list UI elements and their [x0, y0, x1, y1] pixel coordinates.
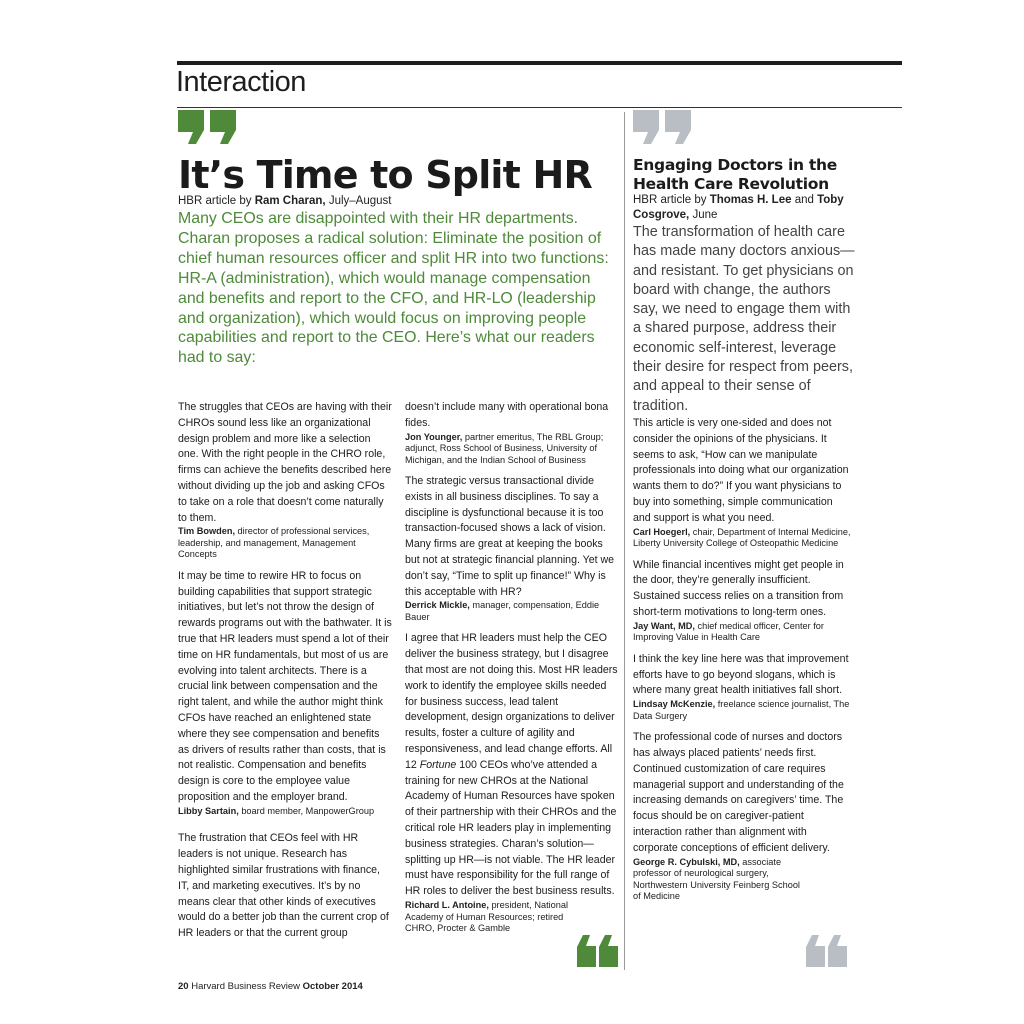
commenter-name: George R. Cybulski, MD, [633, 856, 740, 867]
comment-text: This article is very one-sided and does not consider the opinions of the physicians. It seems to ask, “How can we manipulate professionals into doing what our organization wants them to do?” If you want physicians to buy into something, simple communication and support is what you need. [633, 417, 849, 524]
reader-comment [178, 400, 392, 561]
comment-attribution [633, 621, 851, 644]
comment-attribution [178, 526, 392, 561]
commenter-role: freelance science journalist, The Data Surgery [633, 699, 850, 721]
comment-attribution [633, 857, 803, 903]
reader-comment [633, 416, 851, 550]
reader-comment [405, 631, 619, 934]
reader-comment [178, 831, 392, 942]
comment-text: The struggles that CEOs are having with their CHROs sound less like an organizational design problem and more like a selection one. With the right people in the CHRO role, firms can achieve the benefits described here without dividing up the job and asking CFOs to take on a role that doesn’t come naturally to them. [178, 401, 392, 524]
byline-conjunction: and [791, 194, 818, 206]
byline-prefix: HBR article by [178, 195, 255, 207]
commenter-name: Tim Bowden, [178, 526, 235, 537]
section-rule [177, 107, 902, 108]
byline-date: July–August [325, 195, 392, 207]
comment-attribution [405, 432, 619, 467]
comment-text-italic: Fortune [419, 758, 457, 771]
byline-author: Ram Charan, [254, 195, 326, 207]
reader-comment [633, 652, 851, 722]
close-quote-icon [577, 935, 619, 967]
byline-author: Toby Cosgrove, [633, 194, 844, 221]
comment-attribution [633, 527, 851, 550]
byline-date: June [689, 209, 718, 221]
comment-text: The professional code of nurses and doctors has always placed patients’ needs first. Continued customization of care requires managerial support and understanding of the increasing demands on caregivers’ time. The focus should be on caregiver-patient interaction rather than alignment with corporate conceptions of efficient delivery. [633, 731, 844, 854]
reader-comment [405, 474, 619, 623]
comments-column-3 [633, 416, 851, 903]
comment-text: doesn’t include many with operational bona fides. [405, 401, 609, 429]
comment-text: It may be time to rewire HR to focus on building capabilities that support strategic initiatives, but let’s not throw the design of rewards programs out with the bathwater. It is true that HR leaders must spend a lot of their time on HR fundamentals, but most of us are evolving into talent architects. There is a crucial link between compensation and the right talent, and while the author might think CFOs have reached an enlightened state where they see compensation and benefits as drivers of results rather than costs, that is not realistic. Compensation and benefits design is core to the employee value proposition and the employer brand. [178, 569, 392, 804]
commenter-role: president, National Academy of Human Resources; retired CHRO, Procter & Gamble [405, 900, 569, 934]
side-article-byline [633, 193, 853, 223]
comment-text: The strategic versus transactional divide exists in all business disciplines. To say a discipline is dysfunctional because it is too transaction-focused shows a lack of vision. Many firms are great at keeping the books but not at strategic financial planning. Yet we don’t say, “Time to split up finance!” Why is this acceptable with HR? [405, 475, 615, 598]
side-article-title: Engaging Doctors in the Health Care Revolution [633, 156, 837, 193]
commenter-role: partner emeritus, The RBL Group; adjunct, Ross School of Business, University of Michigan, and the Indian School of Business [405, 431, 604, 465]
comment-text: The frustration that CEOs feel with HR leaders is not unique. Research has highlighted similar frustrations with finance, IT, and marketing executives. It’s by no means clear that other kinds of executives would do a better job than the current crop of HR leaders or that the current group [178, 832, 389, 940]
commenter-role: director of professional services, leadership, and management, Management Concepts [178, 526, 370, 560]
reader-comment [633, 730, 851, 902]
section-title: Interaction [176, 66, 306, 98]
comments-column-1 [178, 400, 392, 942]
open-quote-icon [633, 110, 693, 144]
comment-text-part: 100 CEOs who’ve attended a training for new CHROs at the National Academy of Human Resources have spoken of their partnership with their CHROs and the critical role HR leaders play in implementing business strategies. Charan’s solution—splitting up HR—is not viable. The HR leader must have responsibility for the full range of HR roles to deliver the best business results. [405, 758, 617, 898]
comment-attribution [405, 900, 570, 935]
comment-attribution [633, 699, 851, 722]
comment-text-part: I agree that HR leaders must help the CEO deliver the business strategy, but I disagree that most are not doing this. Most HR leaders work to identify the employee skills needed for business success, lead talent development, design organizations to deliver results, foster a culture of agility and responsiveness, and lead change efforts. All 12 [405, 632, 618, 771]
column-divider [624, 112, 625, 970]
comment-attribution [178, 806, 392, 818]
reader-comment [178, 569, 392, 817]
commenter-role: chair, Department of Internal Medicine, Liberty University College of Osteopathic Medicine [633, 526, 851, 549]
article-headline: It’s Time to Split HR [178, 153, 592, 197]
page-footer [178, 981, 363, 992]
comment-text: While financial incentives might get people in the door, they’re generally insufficient. Sustained success relies on a transition from short-term motivations to long-term ones. [633, 558, 844, 618]
commenter-name: Jon Younger, [405, 431, 463, 442]
comment-attribution [405, 600, 619, 623]
commenter-role: chief medical officer, Center for Improving Value in Health Care [633, 620, 824, 643]
side-article-summary: The transformation of health care has made many doctors anxious—and resistant. To get physicians on board with change, the authors say, we need to engage them with a shared purpose, address their economic self-interest, leverage their desire for respect from peers, and appeal to their sense of tradition. [633, 224, 855, 414]
commenter-role: board member, ManpowerGroup [238, 805, 375, 816]
commenter-role: associate professor of neurological surgery, Northwestern University Feinberg School of Medicine [633, 856, 800, 902]
open-quote-icon [178, 110, 238, 144]
comment-text: I think the key line here was that improvement efforts have to go beyond slogans, which is where many great health initiatives fall short. [633, 652, 849, 697]
commenter-name: Jay Want, MD, [633, 620, 695, 631]
commenter-role: manager, compensation, Eddie Bauer [405, 600, 600, 622]
issue-date: October 2014 [302, 981, 363, 992]
publication-name: Harvard Business Review [188, 981, 303, 992]
comment-text [405, 631, 619, 900]
close-quote-icon [806, 935, 848, 967]
page-number: 20 [178, 981, 189, 992]
comments-column-2 [405, 400, 619, 935]
commenter-name: Lindsay McKenzie, [633, 699, 716, 710]
article-summary: Many CEOs are disappointed with their HR departments. Charan proposes a radical solution: Eliminate the position of chief human resources officer and split HR into two functions: HR-A (administration), which would manage compensation and benefits and report to the CFO, and HR-LO (leadership and organization), which would focus on improving people capabilities and report to the CEO. Here’s what our readers had to say: [178, 210, 609, 367]
byline-prefix: HBR article by [633, 194, 710, 206]
byline-author: Thomas H. Lee [709, 194, 792, 206]
article-byline [178, 194, 391, 209]
reader-comment [633, 558, 851, 644]
commenter-name: Richard L. Antoine, [405, 900, 489, 911]
reader-comment [405, 400, 619, 466]
top-rule [177, 61, 902, 65]
commenter-name: Derrick Mickle, [405, 600, 470, 611]
commenter-name: Carl Hoegerl, [633, 526, 691, 537]
commenter-name: Libby Sartain, [178, 805, 239, 816]
